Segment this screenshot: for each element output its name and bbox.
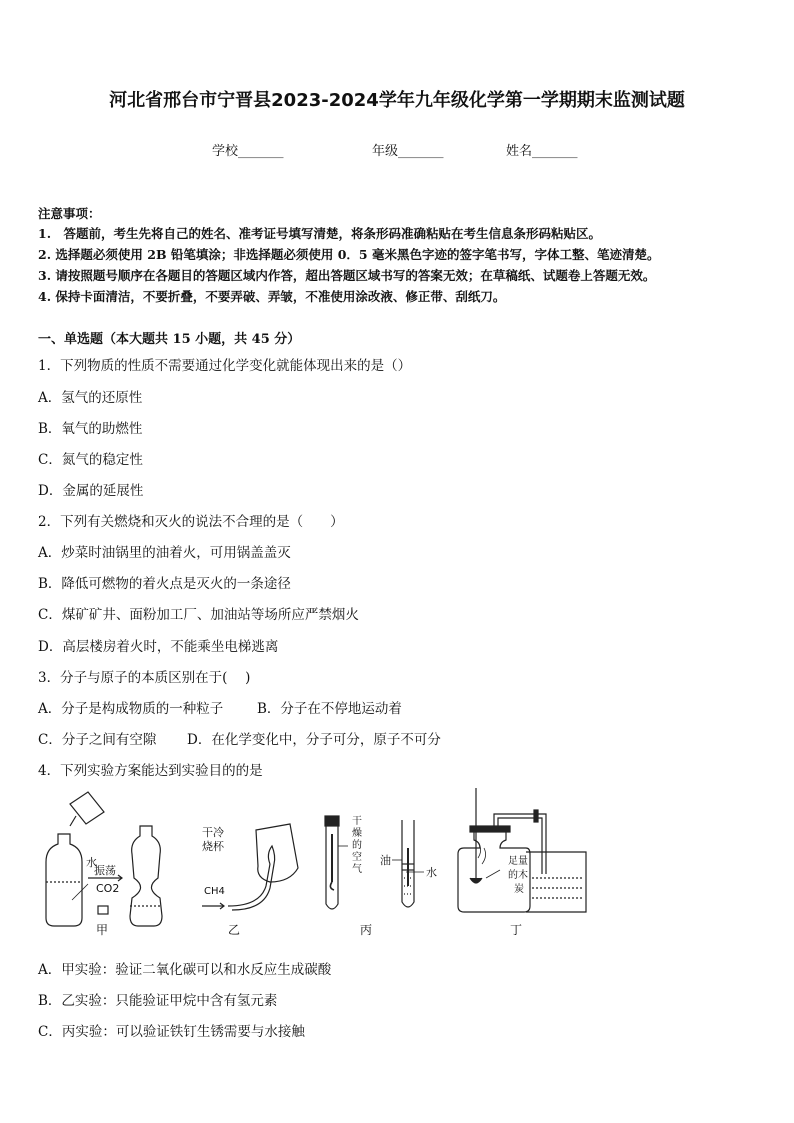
bing-dry-air-char: 气 (352, 864, 362, 875)
page-title: 河北省邢台市宁晋县2023-2024学年九年级化学第一学期期末监测试题 (109, 90, 685, 111)
q1-option-d: D．金属的延展性 (38, 483, 144, 499)
q2-option-c: C．煤矿矿井、面粉加工厂、加油站等场所应严禁烟火 (38, 607, 359, 623)
q1-option-c: C．氮气的稳定性 (38, 452, 143, 468)
q2-option-a: A．炒菜时油锅里的油着火，可用锅盖盖灭 (38, 545, 291, 561)
question-3-stem: 3．分子与原子的本质区别在于( ) (38, 670, 251, 686)
ding-label-2: 的木 (508, 870, 528, 881)
yi-beaker-label-2: 烧杯 (202, 840, 224, 853)
notes-heading: 注意事项： (38, 206, 101, 221)
student-info-row (0, 140, 794, 160)
bing-water-label: 水 (426, 866, 437, 879)
q3-option-c: C．分子之间有空隙 (38, 732, 157, 748)
q1-option-b: B．氧气的助燃性 (38, 421, 143, 437)
q4-option-c: C．丙实验：可以验证铁钉生锈需要与水接触 (38, 1024, 305, 1040)
bing-dry-air-char: 的 (352, 840, 362, 851)
name-field: 姓名_______ (506, 144, 578, 159)
q3-option-d: D．在化学变化中，分子可分，原子不可分 (187, 732, 441, 748)
q4-option-b: B．乙实验：只能验证甲烷中含有氢元素 (38, 993, 278, 1009)
question-2-stem: 2．下列有关燃烧和灭火的说法不合理的是（ ） (38, 514, 344, 530)
q2-option-d: D．高层楼房着火时，不能乘坐电梯逃离 (38, 639, 279, 655)
q3-option-b: B．分子在不停地运动着 (257, 701, 402, 717)
q3-option-a: A．分子是构成物质的一种粒子 (38, 701, 224, 717)
q2-option-b: B．降低可燃物的着火点是灭火的一条途径 (38, 576, 291, 592)
notes-item: 2. 选择题必须使用 2B 铅笔填涂；非选择题必须使用 0．5 毫米黑色字迹的签字笔书写，字体工整、笔迹清楚。 (38, 247, 660, 262)
bing-dry-air-char: 干 (352, 816, 362, 827)
bing-dry-air-char: 燥 (352, 828, 362, 839)
ding-label-3: 炭 (514, 884, 524, 895)
q1-option-a: A．氢气的还原性 (38, 390, 143, 406)
school-field: 学校_______ (212, 144, 284, 159)
section-heading: 一、单选题（本大题共 15 小题，共 45 分） (38, 332, 301, 347)
bing-dry-air-char: 空 (352, 852, 362, 863)
experiment-figure (30, 786, 590, 946)
jia-shake-label: 振荡 (94, 864, 116, 877)
bing-oil-label: 油 (380, 854, 391, 867)
experiment-ding (458, 788, 586, 937)
q4-option-a: A．甲实验：验证二氧化碳可以和水反应生成碳酸 (38, 962, 332, 978)
grade-field: 年级_______ (372, 144, 444, 159)
ding-label-1: 足量 (508, 856, 528, 867)
yi-ch4-label: CH4 (204, 886, 225, 897)
jia-co2-label: CO2 (96, 882, 120, 895)
ding-caption: 丁 (510, 923, 523, 937)
jia-caption: 甲 (96, 923, 109, 937)
question-4-stem: 4．下列实验方案能达到实验目的的是 (38, 763, 263, 779)
notes-item: 1. 答题前，考生先将自己的姓名、准考证号填写清楚，将条形码准确粘贴在考生信息条形码粘贴区。 (38, 226, 602, 241)
yi-caption: 乙 (228, 923, 241, 937)
experiment-bing (325, 815, 437, 937)
experiment-jia (46, 792, 162, 937)
question-1-stem: 1．下列物质的性质不需要通过化学变化就能体现出来的是（） (38, 358, 412, 374)
notes-item: 3. 请按照题号顺序在各题目的答题区域内作答，超出答题区域书写的答案无效；在草稿纸、试题卷上答题无效。 (38, 268, 656, 283)
notes-item: 4. 保持卡面清洁，不要折叠，不要弄破、弄皱，不准使用涂改液、修正带、刮纸刀。 (38, 289, 506, 304)
jia-water-label: 水 (86, 856, 97, 869)
bing-caption: 丙 (360, 923, 373, 937)
experiment-yi (202, 824, 298, 937)
yi-beaker-label-1: 干冷 (202, 826, 224, 839)
